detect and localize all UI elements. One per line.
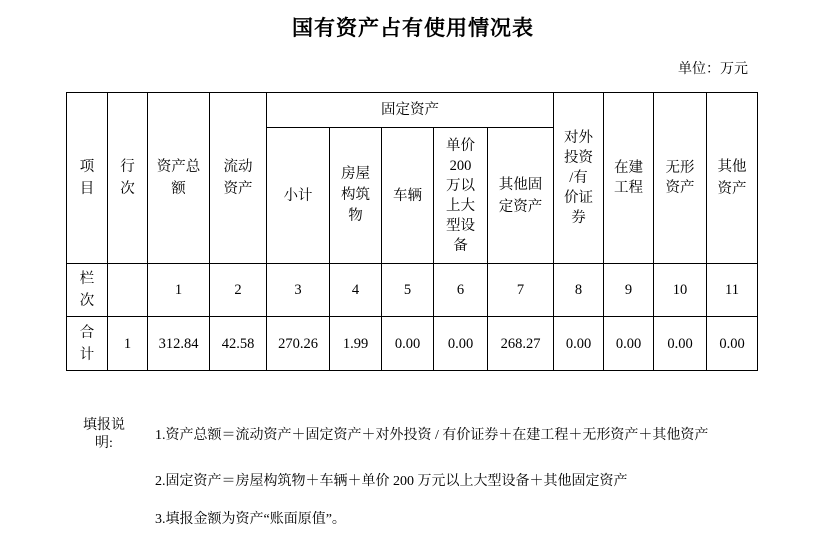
note-item: 3.填报金额为资产“账面原值”。 — [155, 512, 346, 527]
header-item-cell — [67, 93, 108, 264]
header-large-equipment-cell — [434, 128, 488, 264]
total-row — [67, 317, 758, 371]
note-item: 1.资产总额＝流动资产＋固定资产＋对外投资 / 有价证券＋在建工程＋无形资产＋其他资产 — [155, 428, 709, 443]
total-row-label: 合计 — [79, 324, 95, 363]
investments-value: 0.00 — [554, 317, 604, 371]
header-vehicles: 车辆 — [393, 187, 422, 204]
header-investments-cell — [554, 93, 604, 264]
column-index-cell: 11 — [707, 264, 758, 317]
fixed-subtotal-value: 270.26 — [267, 317, 330, 371]
header-large-equipment: 单价200万以上大型设备 — [446, 137, 475, 254]
header-row-number-cell — [108, 93, 148, 264]
header-other-fixed-assets: 其他固定资产 — [498, 176, 543, 215]
column-index-cell: 5 — [382, 264, 434, 317]
header-intangible-assets: 无形资产 — [665, 160, 695, 196]
page-title: 国有资产占有使用情况表 — [292, 16, 534, 40]
header-buildings-cell — [330, 128, 382, 264]
column-index-cell: 10 — [654, 264, 707, 317]
column-index-cell: 3 — [267, 264, 330, 317]
construction-in-progress-value: 0.00 — [604, 317, 654, 371]
header-current-assets: 流动资产 — [223, 159, 253, 197]
header-total-assets: 资产总额 — [156, 159, 201, 197]
header-intangible-cell — [654, 93, 707, 264]
header-fixed-assets: 固定资产 — [381, 102, 439, 118]
column-index-row — [67, 264, 758, 317]
unit-label: 单位：万元 — [678, 62, 748, 77]
header-total-assets-cell — [148, 93, 210, 264]
column-index-cell: 6 — [434, 264, 488, 317]
other-assets-value: 0.00 — [707, 317, 758, 371]
header-item: 项目 — [79, 159, 95, 197]
current-assets-value: 42.58 — [210, 317, 267, 371]
header-current-assets-cell — [210, 93, 267, 264]
column-index-label-cell — [67, 264, 108, 317]
column-index-cell: 7 — [488, 264, 554, 317]
column-index-cell: 2 — [210, 264, 267, 317]
header-row-1 — [67, 93, 758, 128]
header-fixed-subtotal: 小计 — [283, 187, 313, 204]
column-index-label: 栏次 — [79, 271, 95, 309]
header-other-assets: 其他资产 — [717, 159, 747, 197]
header-other-fixed-cell — [488, 128, 554, 264]
intangible-assets-value: 0.00 — [654, 317, 707, 371]
column-index-cell: 9 — [604, 264, 654, 317]
header-row-number: 行次 — [120, 159, 135, 197]
notes-heading: 填报说明: — [83, 418, 125, 451]
notes-heading-block — [78, 417, 130, 453]
header-construction-cell — [604, 93, 654, 264]
buildings-value: 1.99 — [330, 317, 382, 371]
note-item: 2.固定资产＝房屋构筑物＋车辆＋单价 200 万元以上大型设备＋其他固定资产 — [155, 474, 628, 489]
total-row-label-cell — [67, 317, 108, 371]
column-index-cell: 8 — [554, 264, 604, 317]
other-fixed-assets-value: 268.27 — [488, 317, 554, 371]
header-construction-in-progress: 在建工程 — [614, 160, 644, 196]
column-index-cell: 4 — [330, 264, 382, 317]
header-buildings: 房屋构筑物 — [341, 166, 370, 224]
column-index-cell: 1 — [148, 264, 210, 317]
header-investments: 对外投资/有价证券 — [564, 130, 594, 226]
header-other-assets-cell — [707, 93, 758, 264]
assets-table — [66, 92, 758, 371]
header-fixed-subtotal-cell — [267, 128, 330, 264]
column-index-empty-cell — [108, 264, 148, 317]
header-vehicles-cell — [382, 128, 434, 264]
large-equipment-value: 0.00 — [434, 317, 488, 371]
total-assets-value: 312.84 — [148, 317, 210, 371]
total-row-number: 1 — [108, 317, 148, 371]
vehicles-value: 0.00 — [382, 317, 434, 371]
header-fixed-assets-cell — [267, 93, 554, 128]
